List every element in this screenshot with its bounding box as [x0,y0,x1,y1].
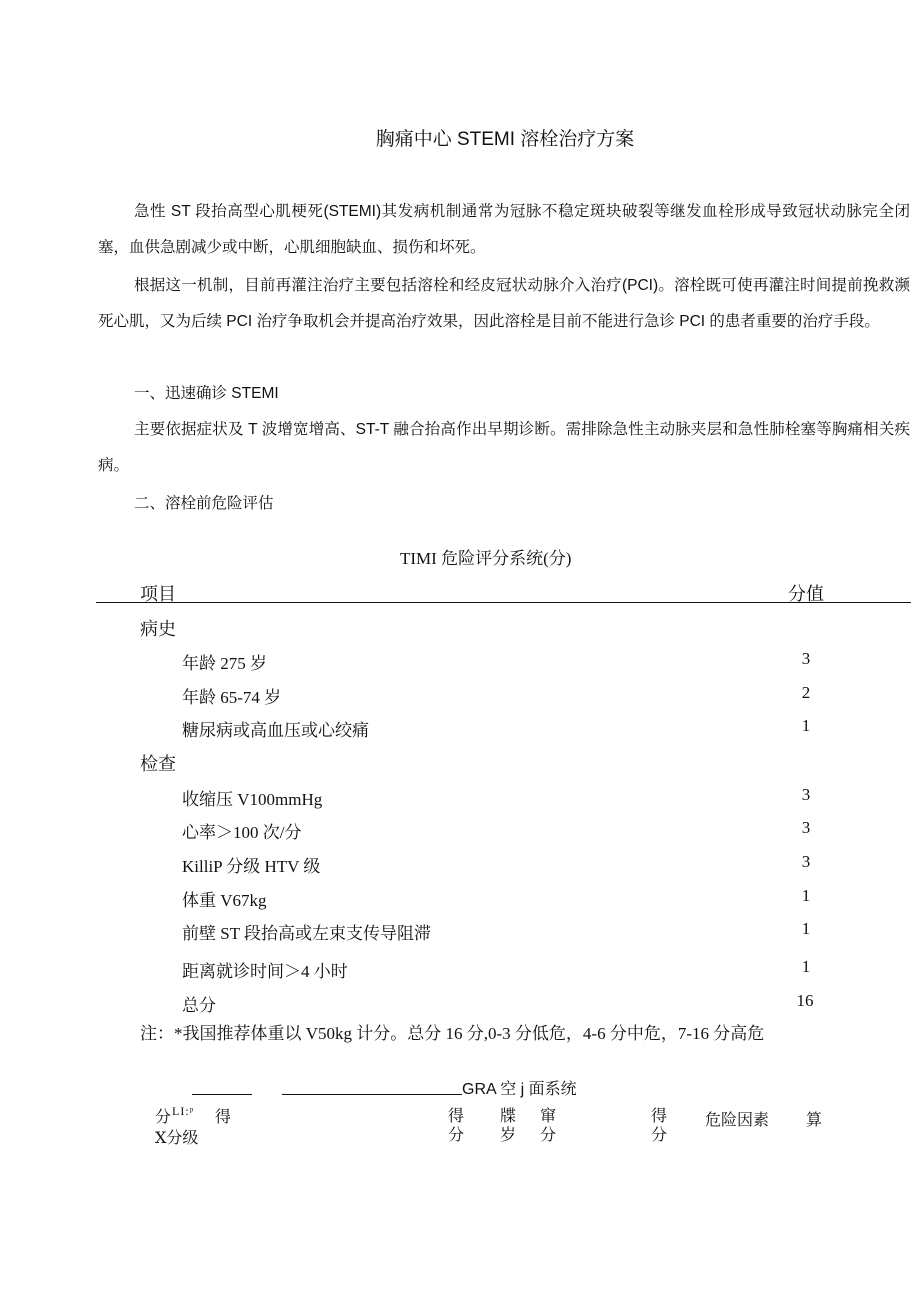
table-row [0,886,920,916]
table-row [0,919,920,949]
table-row [0,957,920,987]
grace-header-text: 得 [215,1109,232,1126]
grace-header-text: 分 [540,1127,557,1144]
table-row-category [0,750,920,780]
column-header-item: 项目 [140,584,176,604]
row-label: 距离就诊时间＞4 小时 [182,962,348,981]
table-row-total [0,991,920,1021]
column-header-score: 分值 [788,584,824,604]
grace-header-text: 危险因素 [705,1112,770,1129]
grace-table-title: GRA 空 j 面系统 [462,1081,577,1098]
section-heading-risk-assessment [98,486,910,522]
grace-header-text: 算 [806,1112,823,1129]
section-heading-diagnosis [98,376,910,412]
table-row [0,818,920,848]
timi-table-note: 注：*我国推荐体重以 V50kg 计分。总分 16 分,0-3 分低危，4-6 分中危，7-16 分高危 [140,1024,765,1043]
table-row [0,649,920,679]
row-score: 2 [801,683,811,702]
grace-header-text: 牒 [500,1108,517,1125]
paragraph-text: 急性 ST 段抬高型心肌梗死(STEMI)其发病机制通常为冠脉不稳定斑块破裂等继发血栓形成导致冠状动脉完全闭塞，血供急剧减少或中断，心肌细胞缺血、损伤和坏死。 [98,203,910,256]
row-label: 糖尿病或高血压或心绞痛 [182,721,369,740]
paragraph-stemi-mechanism [98,194,910,266]
grace-header-text: 得 [448,1108,465,1125]
paragraph-diagnosis [98,412,910,484]
heading-text: 一、迅速确诊 STEMI [134,385,279,402]
row-label: 年龄 275 岁 [182,654,267,673]
row-score: 1 [801,886,811,905]
table-row [0,683,920,713]
heading-text: 二、溶栓前危险评估 [134,495,274,512]
row-score: 1 [801,957,811,976]
table-row-category [0,615,920,645]
paragraph-reperfusion [98,268,910,340]
grace-header-text: LI:ᵖ [172,1104,195,1118]
timi-table-caption: TIMI 危险评分系统(分) [400,549,572,568]
paragraph-text: 主要依据症状及 T 波增宽增高、ST-T 融合抬高作出早期诊断。需排除急性主动脉夹层和急性肺栓塞等胸痛相关疾病。 [98,421,910,474]
grace-header-text: 分 [155,1109,172,1126]
category-label-exam: 检查 [140,754,176,774]
row-label: KilliP 分级 HTV 级 [182,857,321,876]
grace-header-text: Ⅹ分级 [155,1130,199,1147]
table-row [0,852,920,882]
page-title: 胸痛中心 STEMI 溶栓治疗方案 [375,129,635,150]
row-score: 3 [801,818,811,837]
category-label-history: 病史 [140,619,176,639]
paragraph-text: 根据这一机制，目前再灌注治疗主要包括溶栓和经皮冠状动脉介入治疗(PCI)。溶栓既可使再灌注时间提前挽救濒死心肌，又为后续 PCI 治疗争取机会并提高治疗效果，因此溶栓是目前不能进行急诊 PCI 的患者重要的治疗手段。 [98,277,910,330]
row-score: 1 [801,919,811,938]
grace-title-rule [192,1094,252,1095]
grace-header-text: 分 [448,1127,465,1144]
grace-header-text: 分 [651,1127,668,1144]
row-label: 前壁 ST 段抬高或左束支传导阻滞 [182,924,432,943]
row-label: 收缩压 V100mmHg [182,790,323,809]
row-score: 3 [801,785,811,804]
total-label: 总分 [182,996,216,1015]
row-label: 心率＞100 次/分 [182,823,302,842]
row-score: 3 [801,852,811,871]
grace-header-text: 岁 [500,1127,517,1144]
row-label: 年龄 65-74 岁 [182,688,282,707]
timi-table-header [96,578,911,603]
grace-header-text: 窜 [540,1108,557,1125]
row-score: 3 [801,649,811,668]
table-row [0,716,920,746]
row-label: 体重 V67kg [182,891,267,910]
grace-title-rule [282,1094,462,1095]
table-row [0,785,920,815]
grace-header-text: 得 [651,1108,668,1125]
total-score: 16 [796,991,814,1010]
row-score: 1 [801,716,811,735]
